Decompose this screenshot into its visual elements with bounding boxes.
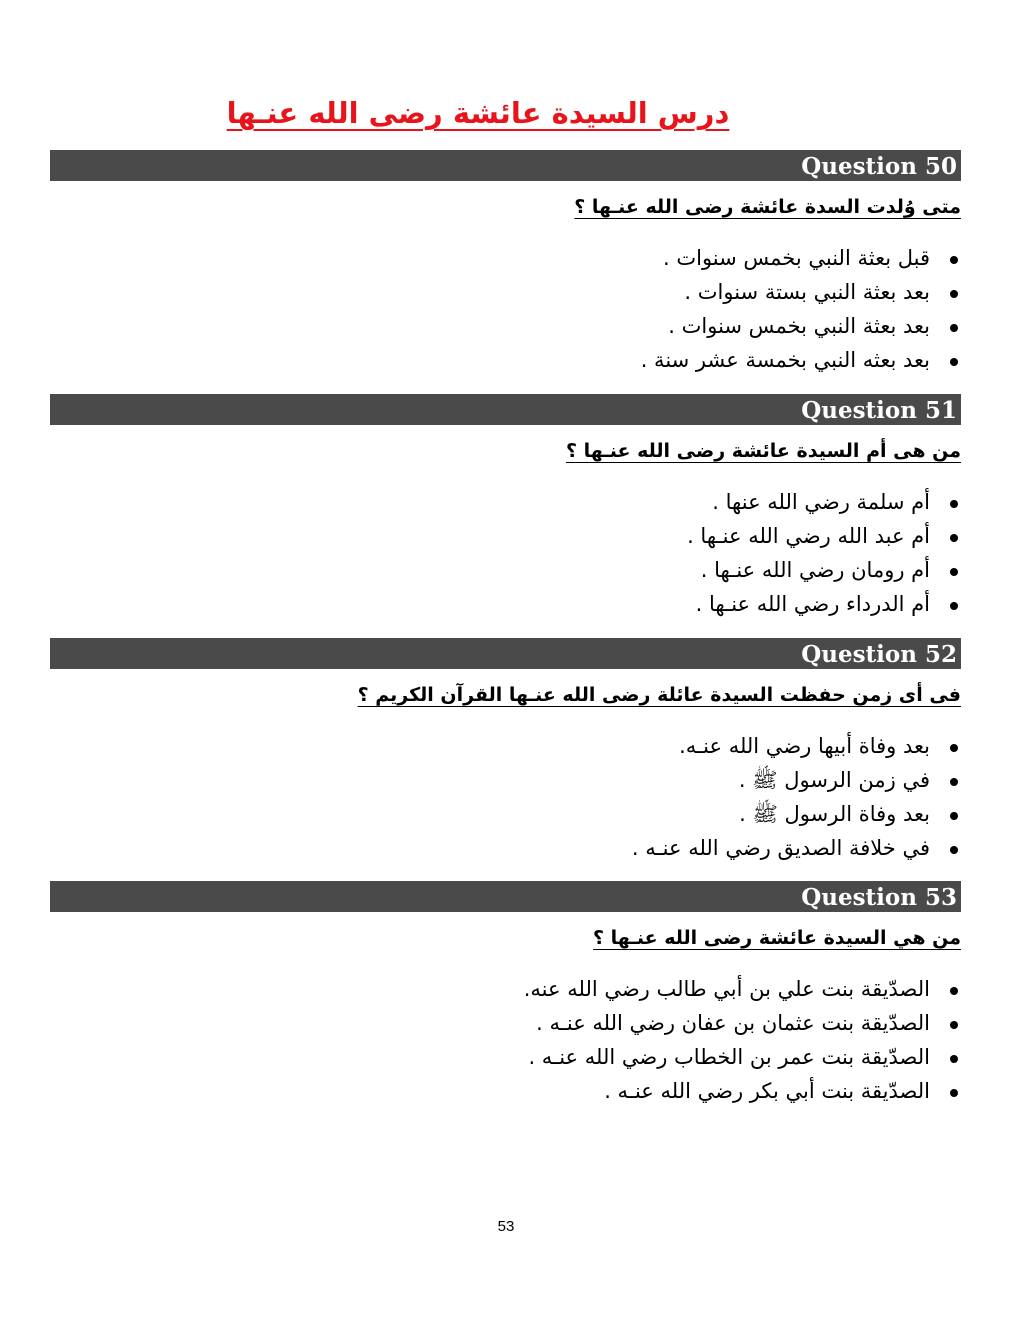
option xyxy=(687,587,930,621)
option-text: الصدّيقة بنت أبي بكر رضي الله عنـه . xyxy=(604,1079,930,1103)
option-text: بعد وفاة أبيها رضي الله عنـه. xyxy=(679,734,930,758)
option-text: قبل بعثة النبي بخمس سنوات . xyxy=(662,246,930,270)
question-52-header: Question 52 xyxy=(50,638,961,669)
page-title xyxy=(0,96,956,130)
option-text: الصدّيقة بنت عمر بن الخطاب رضي الله عنـه . xyxy=(528,1045,930,1069)
bullet-icon xyxy=(950,290,958,298)
question-52-options xyxy=(632,729,930,865)
option-text: بعد بعثة النبي بستة سنوات . xyxy=(684,280,930,304)
question-53-options xyxy=(524,972,930,1108)
option-text: الصدّيقة بنت عثمان بن عفان رضي الله عنـه . xyxy=(536,1011,930,1035)
option-text: بعد وفاة الرسول ﷺ . xyxy=(739,802,930,826)
option-text: أم سلمة رضي الله عنها . xyxy=(712,490,930,514)
bullet-icon xyxy=(950,1021,958,1029)
option xyxy=(641,343,930,377)
bullet-icon xyxy=(950,256,958,264)
question-51-options xyxy=(687,485,930,621)
question-50-header: Question 50 xyxy=(50,150,961,181)
option xyxy=(524,972,930,1006)
bullet-icon xyxy=(950,744,958,752)
option xyxy=(687,553,930,587)
option xyxy=(524,1074,930,1108)
option-text: أم الدرداء رضي الله عنـها . xyxy=(695,592,930,616)
question-50-options xyxy=(641,241,930,377)
option xyxy=(524,1006,930,1040)
page-number: 53 xyxy=(497,1218,515,1235)
option xyxy=(632,763,930,797)
option xyxy=(687,519,930,553)
option xyxy=(641,275,930,309)
bullet-icon xyxy=(950,1055,958,1063)
option-text: بعد بعثة النبي بخمس سنوات . xyxy=(668,314,930,338)
option-text: أم عبد الله رضي الله عنـها . xyxy=(687,524,930,548)
bullet-icon xyxy=(950,568,958,576)
option-text: أم رومان رضي الله عنـها . xyxy=(700,558,930,582)
bullet-icon xyxy=(950,778,958,786)
bullet-icon xyxy=(950,987,958,995)
question-53-header: Question 53 xyxy=(50,881,961,912)
question-51-text: من هى أم السيدة عائشة رضى الله عنـها ؟ xyxy=(565,440,961,462)
option-text: في خلافة الصديق رضي الله عنـه . xyxy=(631,836,930,860)
option-text: في زمن الرسول ﷺ . xyxy=(738,768,930,792)
question-51-header: Question 51 xyxy=(50,394,961,425)
option xyxy=(524,1040,930,1074)
option xyxy=(687,485,930,519)
option xyxy=(632,729,930,763)
question-50-text: متى وُلدت السدة عائشة رضى الله عنـها ؟ xyxy=(574,196,961,218)
bullet-icon xyxy=(950,358,958,366)
option-text: الصدّيقة بنت علي بن أبي طالب رضي الله عنه. xyxy=(523,977,930,1001)
page-title-text: درس السيدة عائشة رضى الله عنـها xyxy=(226,96,730,130)
question-53-text: من هي السيدة عائشة رضى الله عنـها ؟ xyxy=(593,927,961,949)
option xyxy=(632,797,930,831)
option xyxy=(632,831,930,865)
question-52-text: فى أى زمن حفظت السيدة عائلة رضى الله عنـها القرآن الكريم ؟ xyxy=(357,684,961,706)
bullet-icon xyxy=(950,602,958,610)
option-text: بعد بعثه النبي بخمسة عشر سنة . xyxy=(640,348,930,372)
bullet-icon xyxy=(950,1089,958,1097)
option xyxy=(641,309,930,343)
bullet-icon xyxy=(950,500,958,508)
bullet-icon xyxy=(950,846,958,854)
bullet-icon xyxy=(950,534,958,542)
bullet-icon xyxy=(950,324,958,332)
option xyxy=(641,241,930,275)
bullet-icon xyxy=(950,812,958,820)
